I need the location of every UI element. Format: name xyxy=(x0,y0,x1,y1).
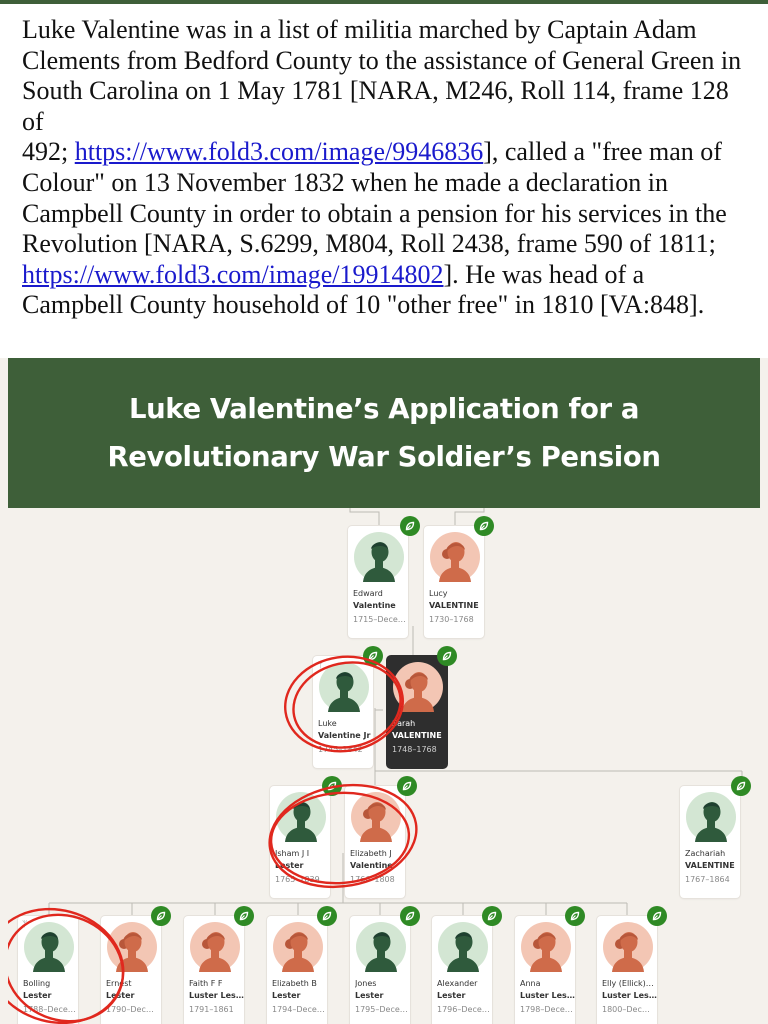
person-card-luke[interactable] xyxy=(313,656,373,768)
person-lifespan: 1790–Dec… xyxy=(106,1005,154,1014)
person-card-faith[interactable] xyxy=(184,916,244,1024)
person-first-name: Elizabeth J xyxy=(350,849,392,858)
leaf-hint-icon[interactable] xyxy=(482,906,502,926)
leaf-hint-icon[interactable] xyxy=(363,646,383,666)
person-last-name: Luster Les… xyxy=(189,991,244,1000)
person-card-elizabeth-b[interactable] xyxy=(267,916,327,1024)
person-lifespan: 1715–Dece… xyxy=(353,615,406,624)
person-first-name: Alexander xyxy=(437,979,478,988)
female-avatar-icon xyxy=(190,922,240,972)
leaf-hint-icon[interactable] xyxy=(565,906,585,926)
female-avatar-icon xyxy=(521,922,571,972)
person-card-anna[interactable] xyxy=(515,916,575,1024)
person-last-name: VALENTINE xyxy=(429,601,479,610)
quote-text-block xyxy=(0,4,768,358)
person-card-sarah[interactable] xyxy=(387,656,447,768)
person-card-isham[interactable] xyxy=(270,786,330,898)
female-avatar-icon xyxy=(107,922,157,972)
banner-title: Luke Valentine’s Application for a Revolutionary War Soldier’s Pension xyxy=(107,393,661,473)
person-card-lucy[interactable] xyxy=(424,526,484,638)
male-avatar-icon xyxy=(22,919,74,972)
person-first-name: Zachariah xyxy=(685,849,726,858)
female-avatar-icon xyxy=(351,792,401,842)
female-avatar-icon xyxy=(603,922,653,972)
person-lifespan: 1791–1861 xyxy=(189,1005,234,1014)
person-last-name: Lester xyxy=(437,991,466,1000)
person-first-name: Ernest xyxy=(106,979,132,988)
male-avatar-icon xyxy=(686,792,736,842)
quote-text-4: ]. He was head of a Campbell County household of 10 "other free" in 1810 [VA:848]. xyxy=(22,259,705,320)
female-avatar-icon xyxy=(393,662,443,712)
person-card-ernest[interactable] xyxy=(101,916,161,1024)
person-first-name: Elly (Ellick)… xyxy=(602,979,654,988)
person-last-name: Lester xyxy=(355,991,384,1000)
quote-text-1: Luke Valentine was in a list of militia marched by Captain Adam Clements from Bedford County to the assistance of General Green in South Carolina on 1 May 1781 [NARA, M246, Roll 114, frame 128 of xyxy=(22,15,742,136)
male-avatar-icon xyxy=(276,792,326,842)
title-banner xyxy=(8,358,760,508)
leaf-hint-icon[interactable] xyxy=(397,776,417,796)
person-lifespan: 1767–1864 xyxy=(685,875,730,884)
person-card-jones[interactable] xyxy=(350,916,410,1024)
person-first-name: Faith F F xyxy=(189,979,223,988)
person-card-bolling[interactable] xyxy=(18,916,78,1024)
leaf-hint-icon[interactable] xyxy=(437,646,457,666)
person-lifespan: 1798–Dece… xyxy=(520,1005,573,1014)
person-lifespan: 1745–1842 xyxy=(318,745,363,754)
leaf-hint-icon[interactable] xyxy=(317,906,337,926)
male-avatar-icon xyxy=(438,922,488,972)
leaf-hint-icon[interactable] xyxy=(731,776,751,796)
leaf-hint-icon[interactable] xyxy=(234,906,254,926)
leaf-hint-icon[interactable] xyxy=(322,776,342,796)
person-card-edward[interactable] xyxy=(348,526,408,638)
male-avatar-icon xyxy=(319,662,369,712)
quote-text-2: 492; xyxy=(22,137,69,167)
person-lifespan: 1765–1839 xyxy=(275,875,320,884)
person-last-name: Valentine xyxy=(350,861,393,870)
quote-paragraph xyxy=(22,15,746,321)
person-lifespan: 1730–1768 xyxy=(429,615,474,624)
quote-text-3: ], called a "free man of Colour" on 13 November 1832 when he made a declaration in Campbell County in order to obtain a pension for his services in the Revolution [NARA, S.6299, M804, Roll 2438, frame 590 of 1811; xyxy=(22,137,727,259)
person-lifespan: 1766–1808 xyxy=(350,875,395,884)
person-lifespan: 1788–Dece… xyxy=(23,1005,76,1014)
fold3-link-1[interactable]: https://www.fold3.com/image/9946836 xyxy=(74,137,484,167)
person-first-name: Sarah xyxy=(392,719,416,728)
person-lifespan: 1796–Dece… xyxy=(437,1005,490,1014)
person-last-name: Lester xyxy=(275,861,304,870)
tree-branch-icon[interactable]: ᛘ xyxy=(22,919,28,929)
person-card-zachariah[interactable] xyxy=(680,786,740,898)
person-last-name: Luster Les… xyxy=(520,991,575,1000)
female-avatar-icon xyxy=(273,922,323,972)
family-tree[interactable] xyxy=(8,508,760,1024)
person-card-elly[interactable] xyxy=(597,916,657,1024)
person-last-name: Valentine Jr xyxy=(318,731,371,740)
person-first-name: Luke xyxy=(318,719,337,728)
male-avatar-icon xyxy=(354,532,404,582)
person-lifespan: 1800–Dec… xyxy=(602,1005,650,1014)
person-first-name: Jones xyxy=(355,979,377,988)
person-card-elizabeth-j[interactable] xyxy=(345,786,405,898)
person-card-alexander[interactable] xyxy=(432,916,492,1024)
person-last-name: Lester xyxy=(106,991,135,1000)
person-first-name: Lucy xyxy=(429,589,448,598)
fold3-link-2[interactable]: https://www.fold3.com/image/19914802 xyxy=(22,259,444,289)
tree-branch-icon[interactable]: ᛘ xyxy=(318,660,324,670)
person-first-name: Isham J I xyxy=(275,849,310,858)
leaf-hint-icon[interactable] xyxy=(400,516,420,536)
person-last-name: Lester xyxy=(23,991,52,1000)
leaf-hint-icon[interactable] xyxy=(151,906,171,926)
person-last-name: Luster Les… xyxy=(602,991,657,1000)
leaf-hint-icon[interactable] xyxy=(647,906,667,926)
female-avatar-icon xyxy=(430,532,480,582)
person-lifespan: 1748–1768 xyxy=(392,745,437,754)
person-first-name: Elizabeth B xyxy=(272,979,317,988)
person-lifespan: 1794–Dece… xyxy=(272,1005,325,1014)
male-avatar-icon xyxy=(356,922,406,972)
person-first-name: Bolling xyxy=(23,979,51,988)
person-last-name: VALENTINE xyxy=(685,861,735,870)
person-lifespan: 1795–Dece… xyxy=(355,1005,408,1014)
person-last-name: Lester xyxy=(272,991,301,1000)
leaf-hint-icon[interactable] xyxy=(474,516,494,536)
person-first-name: Anna xyxy=(520,979,541,988)
leaf-hint-icon[interactable] xyxy=(400,906,420,926)
person-last-name: Valentine xyxy=(353,601,396,610)
person-first-name: Edward xyxy=(353,589,383,598)
person-last-name: VALENTINE xyxy=(392,731,442,740)
